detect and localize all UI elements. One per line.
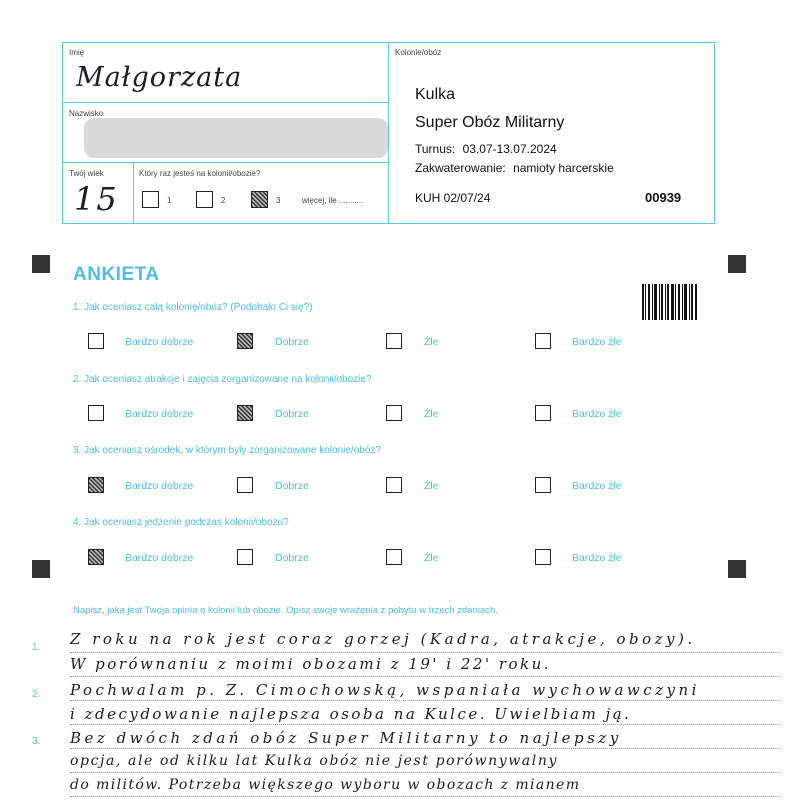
nazwisko-divider — [62, 162, 389, 163]
q4-checkbox-bardzo-zle[interactable] — [535, 549, 551, 565]
q1-checkbox-dobrze[interactable] — [237, 333, 253, 349]
barcode — [642, 284, 698, 320]
q4-option-dobrze: Dobrze — [275, 552, 309, 564]
writing-line — [70, 700, 780, 701]
q2-option-dobrze: Dobrze — [275, 408, 309, 420]
q1-option-dobrze: Dobrze — [275, 336, 309, 348]
registration-marker — [32, 255, 50, 273]
q2-checkbox-zle[interactable] — [386, 405, 402, 421]
turnus-row — [415, 142, 557, 156]
q3-checkbox-dobrze[interactable] — [237, 477, 253, 493]
zakw-row — [415, 161, 614, 175]
q4-checkbox-dobrze[interactable] — [237, 549, 253, 565]
q2-option-zle: Źle — [424, 408, 439, 420]
q3-option-dobrze: Dobrze — [275, 480, 309, 492]
nazwisko-redacted — [84, 118, 388, 158]
registration-marker — [32, 560, 50, 578]
q4-option-zle: Źle — [424, 552, 439, 564]
ktory-label: Który raz jesteś na kolonii/obozie? — [139, 169, 261, 178]
writing-line — [70, 676, 780, 677]
zakw-value: namioty harcerskie — [513, 161, 614, 175]
ktory-checkbox-1[interactable] — [142, 191, 159, 208]
camp-name: Super Obóz Militarny — [415, 114, 565, 131]
handwritten-line-5: Bez dwóch zdań obóz Super Militarny to najlepszy — [70, 729, 622, 747]
kolonie-label: Kolonie/obóz — [395, 48, 442, 57]
question-2: 2. Jak oceniasz atrakcje i zajęcia zorganizowane na kolonii/obozie? — [73, 374, 372, 385]
turnus-label: Turnus: — [415, 142, 456, 156]
ktory-checkbox-3[interactable] — [251, 191, 268, 208]
writing-line — [70, 796, 780, 797]
imie-divider — [62, 102, 389, 103]
q2-checkbox-bardzo-dobrze[interactable] — [88, 405, 104, 421]
q3-checkbox-zle[interactable] — [386, 477, 402, 493]
q3-option-bardzo-dobrze: Bardzo dobrze — [125, 480, 194, 492]
header-divider-vertical — [388, 42, 389, 223]
zakw-label: Zakwaterowanie: — [415, 161, 506, 175]
question-3: 3. Jak oceniasz ośrodek, w którym były zorganizowane kolonie/obóz? — [73, 445, 381, 456]
handwritten-line-6: opcja, ale od kilku lat Kulka obóz nie jest porównywalny — [70, 753, 558, 769]
q4-checkbox-bardzo-dobrze[interactable] — [88, 549, 104, 565]
ktory-option-more: więcej, ile ........... — [302, 196, 364, 205]
q3-option-zle: Źle — [424, 480, 439, 492]
org-name: Kulka — [415, 86, 456, 103]
nazwisko-label: Nazwisko — [69, 109, 104, 118]
q4-option-bardzo-dobrze: Bardzo dobrze — [125, 552, 194, 564]
imie-label: Imię — [69, 48, 85, 57]
q3-option-bardzo-zle: Bardzo źle — [572, 480, 622, 492]
q3-checkbox-bardzo-dobrze[interactable] — [88, 477, 104, 493]
camp-code: KUH 02/07/24 — [415, 191, 491, 205]
imie-value: Małgorzata — [76, 62, 243, 93]
registration-marker — [728, 255, 746, 273]
wiek-label: Twój wiek — [69, 169, 104, 178]
handwritten-line-3: Pochwalam p. Z. Cimochowską, wspaniała wychowawczyni — [70, 681, 700, 699]
q2-checkbox-bardzo-zle[interactable] — [535, 405, 551, 421]
ktory-option-2: 2 — [221, 196, 226, 205]
line-number-2: 2. — [32, 689, 41, 700]
ktory-option-1: 1 — [167, 196, 172, 205]
question-4: 4. Jak oceniasz jedzenie podczas kolonii/obozu? — [73, 517, 289, 528]
opinion-prompt: Napisz, jaka jest Twoja opinia o kolonii lub obozie. Opisz swoje wrażenia z pobytu w trzech zdaniach. — [73, 605, 498, 616]
wiek-value: 15 — [74, 180, 119, 218]
writing-line — [70, 724, 780, 725]
q4-checkbox-zle[interactable] — [386, 549, 402, 565]
q2-checkbox-dobrze[interactable] — [237, 405, 253, 421]
q1-option-bardzo-dobrze: Bardzo dobrze — [125, 336, 194, 348]
question-1: 1. Jak oceniasz całą kolonię/obóz? (Podobało Ci się?) — [73, 302, 313, 313]
turnus-value: 03.07-13.07.2024 — [462, 142, 557, 156]
registration-marker — [728, 560, 746, 578]
q3-checkbox-bardzo-zle[interactable] — [535, 477, 551, 493]
line-number-1: 1. — [32, 642, 41, 653]
handwritten-line-1: Z roku na rok jest coraz gorzej (Kadra, atrakcje, obozy). — [70, 630, 696, 648]
writing-line — [70, 748, 780, 749]
q1-checkbox-zle[interactable] — [386, 333, 402, 349]
handwritten-line-4: i zdecydowanie najlepsza osoba na Kulce. Uwielbiam ją. — [70, 705, 632, 723]
q2-option-bardzo-dobrze: Bardzo dobrze — [125, 408, 194, 420]
line-number-3: 3. — [32, 736, 41, 747]
age-divider — [133, 162, 134, 223]
ktory-option-3: 3 — [276, 196, 281, 205]
q2-option-bardzo-zle: Bardzo źle — [572, 408, 622, 420]
q1-option-zle: Źle — [424, 336, 439, 348]
handwritten-line-2: W porównaniu z moimi obozami z 19' i 22' roku. — [70, 655, 552, 673]
writing-line — [70, 772, 780, 773]
q4-option-bardzo-zle: Bardzo źle — [572, 552, 622, 564]
ktory-checkbox-2[interactable] — [196, 191, 213, 208]
survey-title: ANKIETA — [73, 264, 160, 285]
q1-checkbox-bardzo-dobrze[interactable] — [88, 333, 104, 349]
form-number: 00939 — [645, 190, 682, 205]
writing-line — [70, 652, 780, 653]
q1-option-bardzo-zle: Bardzo źle — [572, 336, 622, 348]
q1-checkbox-bardzo-zle[interactable] — [535, 333, 551, 349]
handwritten-line-7: do militów. Potrzeba większego wyboru w obozach z mianem — [70, 777, 581, 793]
